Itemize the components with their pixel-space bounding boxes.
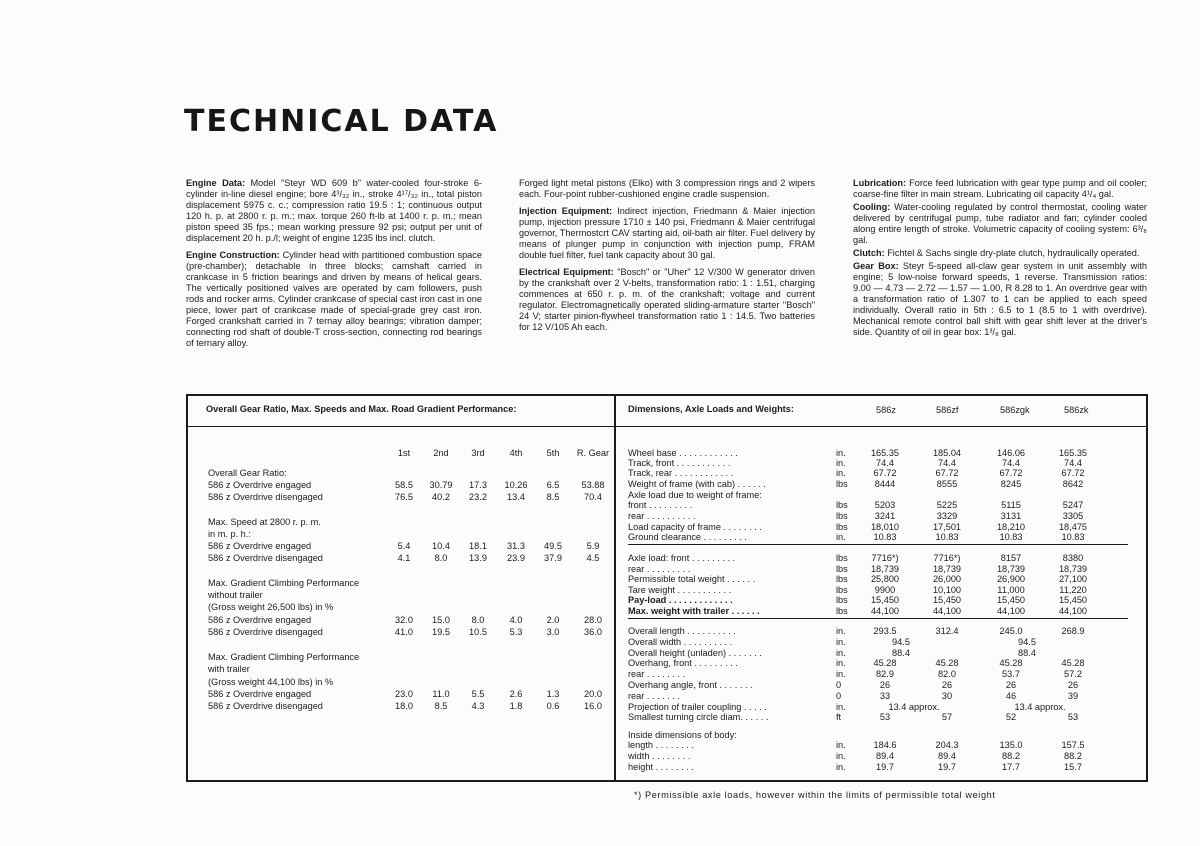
dimension-row-label: front . . . . . . . . .: [628, 500, 693, 510]
gear-row-label: 586 z Overdrive disengaged: [208, 627, 323, 637]
dimension-cell: 293.5: [873, 626, 897, 636]
lubrication-text: Force feed lubrication with gear type pump and oil cooler; coarse-fine filter in main stream. Lubricating oil capacity 4¹/₄ gal.: [853, 178, 1147, 199]
gear-column-header: 4th: [509, 448, 523, 458]
dimension-cell: 44,100: [1058, 606, 1088, 616]
gear-cell: 10.26: [504, 480, 528, 490]
dimension-row-label: rear . . . . . . .: [628, 691, 681, 701]
gear-cell: 10.4: [432, 541, 450, 551]
unit-label: in.: [836, 468, 846, 478]
intro-column-2: [519, 178, 815, 339]
dimension-row-label: Ground clearance . . . . . . . . .: [628, 532, 747, 542]
dimension-cell: 7716*): [933, 553, 961, 563]
gear-cell: 17.3: [469, 480, 487, 490]
unit-label: lbs: [836, 564, 848, 574]
dimension-row-label: Track, rear . . . . . . . . . . . .: [628, 468, 734, 478]
dimension-cell: 74.4: [938, 458, 956, 468]
dimension-cell: 26: [879, 680, 891, 690]
gear-row-label: 586 z Overdrive disengaged: [208, 492, 323, 502]
dimension-row-label: Max. weight with trailer . . . . . .: [628, 606, 760, 616]
dimension-cell: 204.3: [935, 740, 959, 750]
dimension-cell: 13.4 approx.: [1014, 702, 1066, 712]
unit-label: in.: [836, 669, 846, 679]
dimension-row-label: Overhang angle, front . . . . . . .: [628, 680, 753, 690]
gear-cell: 18.1: [469, 541, 487, 551]
dimension-cell: 44,100: [932, 606, 962, 616]
gear-cell: 37.9: [544, 553, 562, 563]
dimension-cell: 89.4: [938, 751, 956, 761]
dimension-row-label: Permissible total weight . . . . . .: [628, 574, 756, 584]
dimension-cell: 146.06: [996, 448, 1026, 458]
gear-row-label: 586 z Overdrive engaged: [208, 689, 312, 699]
injection-text: Indirect injection, Friedmann & Maier injection pump, injection pressure 1710 ± 140 psi, Friedmann & Maier centrifugal governor, Thermostcrt CAV starting aid, oil-bath air filter. Fuel delivery by means of plunger pump in conjunction with injection pump, FRAM double fuel filter, fuel tank capacity about 30 gal.: [519, 206, 815, 260]
engine-data-paragraph: [186, 178, 482, 244]
dimension-cell: 312.4: [935, 626, 959, 636]
unit-label: lbs: [836, 585, 848, 595]
gear-cell: 19.5: [432, 627, 450, 637]
clutch-text: Fichtel & Sachs single dry-plate clutch, hydraulically operated.: [884, 248, 1140, 258]
dimension-cell: 46: [1005, 691, 1017, 701]
gear-cell: 16.0: [584, 701, 602, 711]
model-column-header: 586z: [876, 405, 896, 415]
gearbox-paragraph: [853, 261, 1147, 338]
group-separator: [628, 544, 1128, 545]
dimension-cell: 19.7: [938, 762, 956, 772]
dimension-cell: 11,220: [1059, 585, 1087, 595]
dimension-row-label: Projection of trailer coupling . . . . .: [628, 702, 767, 712]
gear-column-header: R. Gear: [576, 448, 610, 458]
dimension-cell: 74.4: [1002, 458, 1020, 468]
dimension-cell: 94.5: [892, 637, 910, 647]
unit-label: 0: [836, 691, 842, 701]
gear-cell: 8.5: [434, 701, 448, 711]
unit-label: in.: [836, 532, 846, 542]
gear-cell: 5.9: [586, 541, 600, 551]
gear-cell: 23.0: [395, 689, 413, 699]
dimension-cell: 82.0: [938, 669, 956, 679]
unit-label: in.: [836, 762, 846, 772]
dimension-row-label: Smallest turning circle diam. . . . . .: [628, 712, 769, 722]
dimension-cell: 45.28: [935, 658, 959, 668]
gear-cell: 1.3: [546, 689, 560, 699]
dimension-cell: 5247: [1062, 500, 1084, 510]
footnote: *) Permissible axle loads, however within the limits of permissible total weight: [634, 790, 996, 800]
unit-label: in.: [836, 448, 846, 458]
pistons-paragraph: [519, 178, 815, 200]
unit-label: ft: [836, 712, 842, 722]
dimension-cell: 165.35: [1058, 448, 1088, 458]
electrical-text: "Bosch" or "Uher" 12 V/300 W generator driven by the crankshaft over 2 V-belts, transformation ratio: 1 : 1.51, charging commences at 650 r. p. m. of the crankshaft; voltage and current regulator. Electromagnetically operated sliding-armature starter "Bosch" 24 V; starter pinion-flywheel transformation ratio 1 : 14.5. Two batteries for 12 V/105 Ah each.: [519, 267, 815, 332]
table-header-rule: [188, 426, 1146, 427]
dimension-row-label: Pay-load . . . . . . . . . . . . .: [628, 595, 733, 605]
unit-label: in.: [836, 658, 846, 668]
dimension-cell: 268.9: [1061, 626, 1085, 636]
dimension-cell: 25,800: [870, 574, 900, 584]
dimension-cell: 88.2: [1002, 751, 1020, 761]
dimension-cell: 10.83: [1061, 532, 1085, 542]
electrical-heading: Electrical Equipment:: [519, 267, 614, 277]
gear-column-header: 2nd: [433, 448, 449, 458]
dimension-cell: 3305: [1062, 511, 1084, 521]
dimension-cell: 26,000: [932, 574, 962, 584]
dimension-row-label: Tare weight . . . . . . . . . . .: [628, 585, 732, 595]
gear-cell: 70.4: [584, 492, 602, 502]
dimension-cell: 53: [1067, 712, 1079, 722]
dimension-row-label: Wheel base . . . . . . . . . . . .: [628, 448, 738, 458]
gear-row-label: with trailer: [208, 664, 250, 674]
dimension-row-label: Inside dimensions of body:: [628, 730, 737, 740]
dimension-cell: 45.28: [999, 658, 1023, 668]
engine-data-text: Model "Steyr WD 609 b" water-cooled four-stroke 6-cylinder in-line diesel engine; bore 4³/₃₂ in., stroke 4¹⁷/₃₂ in., total piston displacement 5975 c. c.; compression ratio 19.5 : 1; continuous output 120 h. p. at 2800 r. p. m.; max. torque 260 ft-lb at 1400 r. p. m.; mean piston speed 35 fps.; mean working pressure 92 psi; output per unit of displacement 20 h. p./l; weight of engine 1235 lbs incl. clutch.: [186, 178, 482, 243]
dimension-row-label: Overhang, front . . . . . . . . .: [628, 658, 738, 668]
gear-cell: 8.5: [546, 492, 560, 502]
electrical-paragraph: [519, 267, 815, 333]
dimension-cell: 57: [941, 712, 953, 722]
gear-row-label: Max. Gradient Climbing Performance: [208, 652, 360, 662]
gear-cell: 53.88: [581, 480, 605, 490]
lubrication-paragraph: [853, 178, 1147, 200]
dimension-cell: 17,501: [932, 522, 962, 532]
dimension-cell: 8157: [1000, 553, 1022, 563]
dimension-cell: 26: [1005, 680, 1017, 690]
unit-label: lbs: [836, 553, 848, 563]
gear-cell: 13.4: [507, 492, 525, 502]
dimension-cell: 45.28: [873, 658, 897, 668]
unit-label: in.: [836, 751, 846, 761]
gear-cell: 8.0: [434, 553, 448, 563]
cooling-text: Water-cooling regulated by control thermostat, cooling water delivered by centrifugal pump, tube radiator and fan; cylinder cooled along entire length of stroke. Volumetric capacity of cooling system: 6³/₈ gal.: [853, 202, 1147, 245]
dimension-cell: 18,739: [870, 564, 900, 574]
dimension-cell: 3131: [1000, 511, 1022, 521]
dimension-cell: 26: [1067, 680, 1079, 690]
dimension-cell: 52: [1005, 712, 1017, 722]
gear-cell: 5.5: [471, 689, 485, 699]
gear-cell: 28.0: [584, 615, 602, 625]
dimension-cell: 3329: [936, 511, 958, 521]
dimension-cell: 10.83: [935, 532, 959, 542]
gear-row-label: Overall Gear Ratio:: [208, 468, 287, 478]
gear-cell: 2.0: [546, 615, 560, 625]
gear-cell: 1.8: [509, 701, 523, 711]
engine-construction-paragraph: [186, 250, 482, 349]
dimension-cell: 89.4: [876, 751, 894, 761]
dimension-cell: 53.7: [1002, 669, 1020, 679]
dimension-cell: 94.5: [1018, 637, 1036, 647]
dimension-cell: 185.04: [932, 448, 962, 458]
model-column-header: 586zf: [936, 405, 959, 415]
dimension-row-label: Track, front . . . . . . . . . . .: [628, 458, 731, 468]
dimension-cell: 33: [879, 691, 891, 701]
gear-cell: 18.0: [395, 701, 413, 711]
left-table-header: Overall Gear Ratio, Max. Speeds and Max. Road Gradient Performance:: [206, 404, 517, 414]
dimension-cell: 8642: [1062, 479, 1084, 489]
gear-cell: 10.5: [469, 627, 487, 637]
dimension-cell: 26,900: [996, 574, 1026, 584]
dimension-cell: 15,450: [996, 595, 1026, 605]
clutch-paragraph: [853, 248, 1147, 259]
cooling-heading: Cooling:: [853, 202, 891, 212]
gear-row-label: Max. Speed at 2800 r. p. m.: [208, 517, 321, 527]
unit-label: lbs: [836, 522, 848, 532]
dimension-cell: 10.83: [873, 532, 897, 542]
dimension-row-label: rear . . . . . . . . . .: [628, 511, 696, 521]
unit-label: in.: [836, 626, 846, 636]
engine-construction-heading: Engine Construction:: [186, 250, 280, 260]
unit-label: lbs: [836, 500, 848, 510]
dimension-row-label: rear . . . . . . . .: [628, 669, 686, 679]
dimension-cell: 10.83: [999, 532, 1023, 542]
dimension-cell: 67.72: [873, 468, 897, 478]
dimension-cell: 15,450: [870, 595, 900, 605]
intro-column-3: [853, 178, 1147, 340]
gear-cell: 2.6: [509, 689, 523, 699]
dimension-cell: 15,450: [932, 595, 962, 605]
dimension-cell: 135.0: [999, 740, 1023, 750]
dimension-cell: 82.9: [876, 669, 894, 679]
dimension-cell: 26: [941, 680, 953, 690]
model-column-header: 586zk: [1064, 405, 1089, 415]
dimension-cell: 8380: [1062, 553, 1084, 563]
dimension-cell: 45.28: [1061, 658, 1085, 668]
dimension-cell: 18,010: [870, 522, 900, 532]
gear-cell: 41.0: [395, 627, 413, 637]
model-column-header: 586zgk: [1000, 405, 1030, 415]
dimension-cell: 88.4: [1018, 648, 1036, 658]
dimension-cell: 74.4: [876, 458, 894, 468]
dimension-cell: 44,100: [996, 606, 1026, 616]
gear-row-label: 586 z Overdrive engaged: [208, 541, 312, 551]
dimension-cell: 39: [1067, 691, 1079, 701]
unit-label: in.: [836, 458, 846, 468]
dimension-row-label: Overall height (unladen) . . . . . . .: [628, 648, 762, 658]
gearbox-heading: Gear Box:: [853, 261, 899, 271]
lubrication-heading: Lubrication:: [853, 178, 907, 188]
dimension-cell: 18,475: [1058, 522, 1088, 532]
gear-cell: 23.9: [507, 553, 525, 563]
unit-label: in.: [836, 702, 846, 712]
dimension-cell: 88.2: [1064, 751, 1082, 761]
gear-cell: 23.2: [469, 492, 487, 502]
dimension-cell: 13.4 approx.: [888, 702, 940, 712]
dimension-row-label: Overall width . . . . . . . . . .: [628, 637, 733, 647]
dimension-cell: 165.35: [870, 448, 900, 458]
dimension-row-label: Axle load: front . . . . . . . . .: [628, 553, 736, 563]
gear-row-label: 586 z Overdrive disengaged: [208, 553, 323, 563]
gear-cell: 32.0: [395, 615, 413, 625]
engine-data-heading: Engine Data:: [186, 178, 246, 188]
dimension-cell: 11,000: [997, 585, 1025, 595]
pistons-text: Forged light metal pistons (Elko) with 3 compression rings and 2 wipers each. Four-point rubber-cushioned engine cradle suspension.: [519, 178, 815, 199]
gear-row-label: (Gross weight 26,500 lbs) in %: [208, 602, 334, 612]
dimension-cell: 245.0: [999, 626, 1023, 636]
gear-cell: 4.5: [586, 553, 600, 563]
dimension-cell: 17.7: [1002, 762, 1020, 772]
dimension-cell: 15,450: [1058, 595, 1088, 605]
gear-column-header: 3rd: [471, 448, 485, 458]
gear-cell: 5.4: [397, 541, 411, 551]
gear-cell: 49.5: [544, 541, 562, 551]
intro-column-1: [186, 178, 482, 355]
dimension-cell: 8555: [936, 479, 958, 489]
dimension-row-label: Load capacity of frame . . . . . . . .: [628, 522, 762, 532]
gear-cell: 58.5: [395, 480, 413, 490]
dimension-cell: 67.72: [1061, 468, 1085, 478]
dimension-row-label: length . . . . . . . .: [628, 740, 694, 750]
gear-row-label: (Gross weight 44,100 lbs) in %: [208, 677, 334, 687]
right-table-header: Dimensions, Axle Loads and Weights:: [628, 404, 794, 414]
dimension-row-label: Weight of frame (with cab) . . . . . .: [628, 479, 766, 489]
injection-paragraph: [519, 206, 815, 261]
dimension-cell: 53: [879, 712, 891, 722]
gear-row-label: 586 z Overdrive engaged: [208, 615, 312, 625]
dimension-cell: 18,210: [996, 522, 1026, 532]
dimension-row-label: Axle load due to weight of frame:: [628, 490, 762, 500]
dimension-cell: 8245: [1000, 479, 1022, 489]
unit-label: in.: [836, 740, 846, 750]
gear-row-label: Max. Gradient Climbing Performance: [208, 578, 360, 588]
gear-cell: 13.9: [469, 553, 487, 563]
gear-cell: 4.1: [397, 553, 411, 563]
dimension-cell: 5115: [1001, 500, 1021, 510]
gear-cell: 36.0: [584, 627, 602, 637]
dimension-cell: 30: [941, 691, 953, 701]
dimension-cell: 74.4: [1064, 458, 1082, 468]
dimension-cell: 5203: [874, 500, 896, 510]
gear-cell: 76.5: [395, 492, 413, 502]
dimension-cell: 57.2: [1064, 669, 1082, 679]
unit-label: in.: [836, 637, 846, 647]
unit-label: lbs: [836, 479, 848, 489]
gear-cell: 11.0: [432, 689, 450, 699]
gear-column-header: 1st: [397, 448, 411, 458]
unit-label: lbs: [836, 595, 848, 605]
gear-cell: 31.3: [507, 541, 525, 551]
dimension-cell: 18,739: [932, 564, 962, 574]
gear-row-label: in m. p. h.:: [208, 529, 251, 539]
gear-cell: 15.0: [432, 615, 450, 625]
dimension-cell: 9900: [874, 585, 896, 595]
gear-cell: 0.6: [546, 701, 560, 711]
gear-row-label: 586 z Overdrive engaged: [208, 480, 312, 490]
dimension-cell: 15.7: [1064, 762, 1082, 772]
dimension-cell: 157.5: [1061, 740, 1085, 750]
dimension-row-label: rear . . . . . . . . .: [628, 564, 691, 574]
gear-cell: 8.0: [471, 615, 485, 625]
gear-cell: 30.79: [429, 480, 453, 490]
dimension-cell: 7716*): [871, 553, 899, 563]
dimension-cell: 10,100: [932, 585, 962, 595]
cooling-paragraph: [853, 202, 1147, 246]
dimension-cell: 44,100: [870, 606, 900, 616]
page-title: TECHNICAL DATA: [184, 104, 499, 139]
dimension-cell: 67.72: [935, 468, 959, 478]
gear-column-header: 5th: [546, 448, 560, 458]
dimension-cell: 8444: [874, 479, 896, 489]
gear-row-label: without trailer: [208, 590, 263, 600]
group-separator: [628, 618, 1128, 619]
dimension-cell: 19.7: [876, 762, 894, 772]
unit-label: lbs: [836, 511, 848, 521]
unit-label: in.: [836, 648, 846, 658]
gear-cell: 3.0: [546, 627, 560, 637]
engine-construction-text: Cylinder head with partitioned combustion space (pre-chamber); detachable in three blocks; camshaft carried in crankcase in 5 friction bearings and driven by means of helical gears. The vertically positioned valves are operated by cam followers, push rods and rocker arms. Cylinder crankcase of special cast iron cast in one piece, lower part of crankcase made of special-grade grey cast iron. Forged crankshaft carried in 7 ternay alloy bearings; vibration damper; connecting rod shaft of double-T cross-section, connecting rod bearings of ternary alloy.: [186, 250, 482, 348]
dimension-cell: 18,739: [1058, 564, 1088, 574]
dimension-cell: 67.72: [999, 468, 1023, 478]
dimension-row-label: width . . . . . . . .: [628, 751, 691, 761]
gear-cell: 4.3: [471, 701, 485, 711]
gear-row-label: 586 z Overdrive disengaged: [208, 701, 323, 711]
data-table-box: [186, 394, 1148, 782]
gearbox-text: Steyr 5-speed all-claw gear system in unit assembly with engine; 5 low-noise forward speeds, 1 reverse. Transmission ratios: 9.00 — 4.73 — 2.72 — 1.57 — 1.00, R 8.28 to 1. An overdrive gear with a transformation ratio of 1.307 to 1 can be applied to each speed individually. Overall ratio in 5th : 6.5 to 1 (8.5 to 1 with overdrive). Mechanical remote control ball shift with gear shift lever at the driver's side. Quantity of oil in gear box: 1³/₈ gal.: [853, 261, 1147, 337]
dimension-cell: 27,100: [1058, 574, 1088, 584]
unit-label: lbs: [836, 574, 848, 584]
gear-cell: 40.2: [432, 492, 450, 502]
gear-cell: 5.3: [509, 627, 523, 637]
unit-label: 0: [836, 680, 842, 690]
dimension-cell: 88.4: [892, 648, 910, 658]
unit-label: lbs: [836, 606, 848, 616]
dimension-cell: 18,739: [996, 564, 1026, 574]
dimension-cell: 184.6: [873, 740, 897, 750]
gear-cell: 4.0: [509, 615, 523, 625]
clutch-heading: Clutch:: [853, 248, 885, 258]
dimension-row-label: Overall length . . . . . . . . . .: [628, 626, 736, 636]
gear-cell: 6.5: [546, 480, 560, 490]
dimension-cell: 5225: [936, 500, 958, 510]
dimension-row-label: height . . . . . . . .: [628, 762, 694, 772]
injection-heading: Injection Equipment:: [519, 206, 613, 216]
dimension-cell: 3241: [874, 511, 896, 521]
gear-cell: 20.0: [584, 689, 602, 699]
